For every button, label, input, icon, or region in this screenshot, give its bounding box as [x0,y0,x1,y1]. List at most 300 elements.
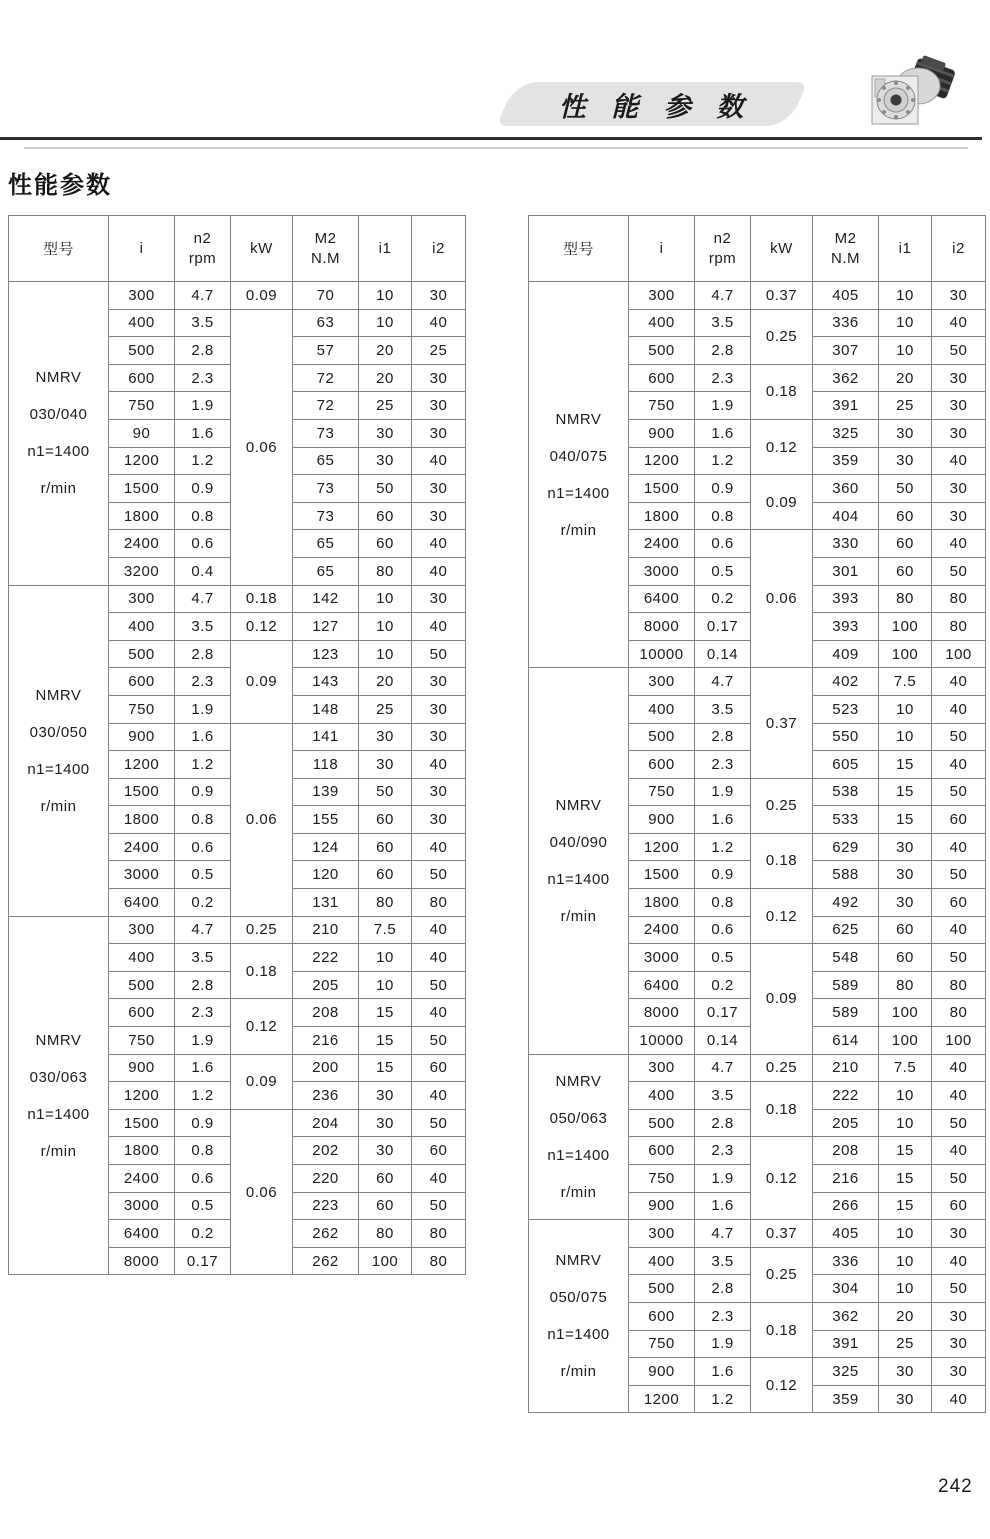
cell-m2: 216 [813,1165,879,1193]
cell-i1: 60 [879,557,932,585]
column-header-i2: i2 [932,216,986,282]
cell-n2: 2.3 [695,364,751,392]
cell-kw: 0.18 [751,1302,813,1357]
cell-i2: 80 [412,889,466,917]
column-header-i1: i1 [879,216,932,282]
cell-m2: 210 [293,916,359,944]
model-cell: NMRV 040/075 n1=1400 r/min [529,282,629,668]
cell-i2: 40 [932,1054,986,1082]
cell-m2: 405 [813,282,879,310]
cell-m2: 222 [293,944,359,972]
gearbox-product-image [862,52,962,144]
cell-i2: 30 [412,282,466,310]
cell-i: 400 [109,613,175,641]
cell-n2: 2.8 [175,337,231,365]
cell-m2: 208 [293,999,359,1027]
cell-m2: 63 [293,309,359,337]
cell-i: 750 [109,1027,175,1055]
cell-i: 500 [629,723,695,751]
table-row [529,668,986,696]
cell-i1: 30 [359,751,412,779]
table-row [529,1220,986,1248]
cell-i1: 10 [879,309,932,337]
cell-kw: 0.25 [751,778,813,833]
cell-kw: 0.06 [231,723,293,916]
cell-i2: 30 [932,502,986,530]
cell-kw: 0.25 [751,1054,813,1082]
cell-n2: 4.7 [695,668,751,696]
cell-kw: 0.06 [231,309,293,585]
cell-i1: 60 [879,530,932,558]
cell-m2: 538 [813,778,879,806]
cell-i: 8000 [629,613,695,641]
cell-n2: 0.5 [695,557,751,585]
cell-m2: 202 [293,1137,359,1165]
cell-m2: 155 [293,806,359,834]
cell-i: 1200 [109,751,175,779]
cell-n2: 0.9 [175,778,231,806]
cell-i: 900 [629,419,695,447]
cell-m2: 550 [813,723,879,751]
column-header-m2: M2 N.M [813,216,879,282]
cell-i1: 15 [879,778,932,806]
table-row [9,916,466,944]
cell-i: 900 [109,723,175,751]
cell-m2: 72 [293,392,359,420]
cell-i2: 30 [412,392,466,420]
cell-i1: 10 [359,585,412,613]
cell-n2: 2.3 [695,1137,751,1165]
cell-i: 1200 [109,1082,175,1110]
cell-i1: 10 [879,723,932,751]
cell-i2: 40 [932,1082,986,1110]
cell-m2: 205 [293,971,359,999]
cell-m2: 120 [293,861,359,889]
cell-i2: 50 [932,861,986,889]
cell-n2: 3.5 [175,309,231,337]
cell-n2: 1.2 [175,447,231,475]
cell-kw: 0.09 [751,944,813,1054]
cell-i1: 60 [359,833,412,861]
cell-i2: 30 [412,806,466,834]
table-row [529,282,986,310]
cell-m2: 223 [293,1192,359,1220]
cell-n2: 0.6 [175,1165,231,1193]
cell-i1: 25 [359,695,412,723]
cell-n2: 2.3 [175,364,231,392]
cell-i: 600 [629,364,695,392]
cell-i1: 10 [359,640,412,668]
cell-n2: 0.6 [175,530,231,558]
cell-kw: 0.09 [751,475,813,530]
cell-n2: 3.5 [175,944,231,972]
cell-i2: 40 [412,613,466,641]
cell-i: 6400 [109,889,175,917]
cell-kw: 0.12 [751,1137,813,1220]
cell-m2: 266 [813,1192,879,1220]
performance-table-right-container [528,215,986,1413]
cell-i1: 30 [879,419,932,447]
cell-kw: 0.12 [231,613,293,641]
cell-m2: 588 [813,861,879,889]
cell-i1: 15 [879,806,932,834]
model-cell: NMRV 050/075 n1=1400 r/min [529,1220,629,1413]
cell-m2: 205 [813,1109,879,1137]
cell-i1: 15 [879,1165,932,1193]
cell-n2: 0.17 [695,613,751,641]
cell-n2: 1.9 [695,778,751,806]
cell-i2: 30 [932,1330,986,1358]
cell-i: 1800 [109,806,175,834]
cell-m2: 589 [813,999,879,1027]
cell-n2: 0.9 [175,475,231,503]
cell-i2: 30 [412,475,466,503]
cell-n2: 4.7 [175,916,231,944]
model-cell: NMRV 040/090 n1=1400 r/min [529,668,629,1054]
cell-i1: 25 [879,1330,932,1358]
cell-m2: 625 [813,916,879,944]
cell-i: 500 [109,337,175,365]
cell-m2: 330 [813,530,879,558]
cell-n2: 2.8 [175,971,231,999]
cell-i1: 15 [359,1027,412,1055]
cell-i2: 50 [412,861,466,889]
cell-i2: 40 [932,1137,986,1165]
cell-i1: 15 [879,1137,932,1165]
header-row [529,216,986,282]
column-header-i2: i2 [412,216,466,282]
cell-n2: 0.8 [175,502,231,530]
cell-i1: 30 [359,1137,412,1165]
cell-i2: 80 [932,585,986,613]
cell-i: 500 [629,1109,695,1137]
cell-m2: 65 [293,557,359,585]
cell-m2: 142 [293,585,359,613]
cell-i: 600 [109,364,175,392]
cell-i: 1800 [109,1137,175,1165]
cell-m2: 127 [293,613,359,641]
cell-n2: 4.7 [695,1054,751,1082]
cell-n2: 0.14 [695,1027,751,1055]
cell-i1: 10 [879,337,932,365]
cell-m2: 210 [813,1054,879,1082]
cell-i: 750 [109,392,175,420]
cell-i1: 80 [359,1220,412,1248]
cell-i: 600 [629,751,695,779]
cell-n2: 0.2 [695,971,751,999]
cell-n2: 2.3 [695,751,751,779]
cell-m2: 148 [293,695,359,723]
cell-i2: 40 [412,916,466,944]
cell-n2: 1.2 [175,751,231,779]
cell-i2: 40 [932,916,986,944]
cell-i2: 50 [932,1275,986,1303]
cell-i1: 100 [879,640,932,668]
cell-m2: 402 [813,668,879,696]
cell-i: 1800 [629,889,695,917]
cell-i: 10000 [629,640,695,668]
banner-title: 性 能 参 数 [559,91,753,122]
cell-i2: 40 [932,668,986,696]
cell-i1: 20 [879,364,932,392]
cell-i2: 50 [412,971,466,999]
cell-m2: 222 [813,1082,879,1110]
cell-i1: 80 [359,889,412,917]
cell-i: 300 [629,1054,695,1082]
cell-i2: 30 [932,1220,986,1248]
cell-i2: 80 [932,613,986,641]
cell-i2: 40 [412,1082,466,1110]
cell-n2: 4.7 [175,585,231,613]
cell-kw: 0.12 [751,419,813,474]
cell-n2: 1.2 [695,1385,751,1413]
cell-m2: 605 [813,751,879,779]
cell-i1: 60 [359,1165,412,1193]
cell-i2: 40 [412,1165,466,1193]
cell-n2: 0.6 [175,833,231,861]
cell-n2: 1.9 [695,1330,751,1358]
cell-n2: 3.5 [695,1082,751,1110]
cell-m2: 304 [813,1275,879,1303]
cell-m2: 405 [813,1220,879,1248]
cell-kw: 0.06 [231,1109,293,1275]
cell-n2: 2.8 [695,723,751,751]
cell-n2: 2.8 [695,1275,751,1303]
cell-m2: 236 [293,1082,359,1110]
cell-m2: 393 [813,613,879,641]
cell-n2: 1.2 [175,1082,231,1110]
cell-m2: 589 [813,971,879,999]
cell-i2: 40 [932,1247,986,1275]
cell-i1: 60 [879,502,932,530]
cell-m2: 65 [293,530,359,558]
cell-m2: 73 [293,502,359,530]
cell-m2: 492 [813,889,879,917]
model-cell: NMRV 030/040 n1=1400 r/min [9,282,109,586]
cell-i: 400 [629,309,695,337]
cell-i: 6400 [109,1220,175,1248]
cell-kw: 0.37 [751,282,813,310]
cell-n2: 0.5 [695,944,751,972]
cell-n2: 1.6 [695,419,751,447]
column-header-n2: n2 rpm [695,216,751,282]
cell-i1: 60 [359,502,412,530]
cell-i2: 50 [932,1109,986,1137]
cell-i2: 40 [412,447,466,475]
model-cell: NMRV 030/063 n1=1400 r/min [9,916,109,1275]
cell-i: 1500 [109,475,175,503]
cell-i: 10000 [629,1027,695,1055]
cell-i: 400 [629,695,695,723]
cell-i1: 60 [359,530,412,558]
cell-i2: 30 [932,392,986,420]
cell-n2: 0.5 [175,1192,231,1220]
cell-kw: 0.18 [751,833,813,888]
cell-i: 1800 [629,502,695,530]
cell-i2: 80 [412,1220,466,1248]
cell-i: 400 [629,1082,695,1110]
cell-i2: 30 [412,585,466,613]
cell-m2: 409 [813,640,879,668]
cell-i1: 50 [879,475,932,503]
cell-i2: 60 [932,889,986,917]
cell-i: 1200 [629,447,695,475]
cell-n2: 0.2 [175,889,231,917]
cell-i2: 30 [932,1358,986,1386]
cell-m2: 262 [293,1247,359,1275]
cell-m2: 307 [813,337,879,365]
cell-i1: 10 [879,1220,932,1248]
cell-i1: 20 [359,337,412,365]
cell-i1: 60 [359,806,412,834]
table-row [9,282,466,310]
cell-i: 300 [629,282,695,310]
column-header-i1: i1 [359,216,412,282]
cell-i1: 25 [879,392,932,420]
cell-kw: 0.25 [231,916,293,944]
column-header-model: 型号 [9,216,109,282]
cell-n2: 0.4 [175,557,231,585]
cell-i2: 30 [412,502,466,530]
cell-i2: 40 [932,695,986,723]
cell-i1: 7.5 [359,916,412,944]
cell-i2: 40 [412,833,466,861]
cell-i: 1200 [629,1385,695,1413]
cell-i2: 30 [932,419,986,447]
cell-n2: 0.2 [175,1220,231,1248]
cell-n2: 0.6 [695,530,751,558]
cell-i: 2400 [109,530,175,558]
cell-i1: 20 [359,668,412,696]
column-header-i: i [629,216,695,282]
cell-i1: 30 [879,1385,932,1413]
cell-n2: 0.17 [695,999,751,1027]
cell-i: 6400 [629,585,695,613]
cell-i: 300 [629,1220,695,1248]
cell-i2: 40 [932,309,986,337]
cell-i: 1500 [109,1109,175,1137]
cell-n2: 4.7 [695,282,751,310]
cell-i1: 100 [879,1027,932,1055]
cell-n2: 3.5 [695,695,751,723]
cell-i: 600 [109,668,175,696]
cell-i1: 60 [359,861,412,889]
cell-n2: 0.6 [695,916,751,944]
cell-m2: 118 [293,751,359,779]
cell-n2: 0.8 [695,889,751,917]
cell-m2: 629 [813,833,879,861]
cell-i: 300 [629,668,695,696]
page-title: 性能参数 [8,172,112,199]
table-row [529,1054,986,1082]
cell-m2: 325 [813,1358,879,1386]
page-number: 242 [938,1476,973,1497]
cell-m2: 143 [293,668,359,696]
cell-i: 900 [109,1054,175,1082]
cell-i: 300 [109,282,175,310]
cell-i2: 50 [412,1109,466,1137]
cell-i1: 100 [879,999,932,1027]
cell-m2: 359 [813,447,879,475]
cell-i1: 80 [879,971,932,999]
cell-i2: 50 [412,1192,466,1220]
cell-n2: 2.8 [695,1109,751,1137]
column-header-n2: n2 rpm [175,216,231,282]
cell-m2: 614 [813,1027,879,1055]
cell-m2: 200 [293,1054,359,1082]
cell-n2: 3.5 [175,613,231,641]
cell-i2: 30 [412,695,466,723]
cell-i2: 30 [932,1302,986,1330]
cell-n2: 1.9 [175,1027,231,1055]
cell-n2: 0.14 [695,640,751,668]
cell-i1: 15 [879,1192,932,1220]
cell-i2: 40 [412,557,466,585]
cell-m2: 124 [293,833,359,861]
cell-i2: 30 [412,668,466,696]
cell-i: 90 [109,419,175,447]
cell-i2: 80 [932,999,986,1027]
cell-i: 750 [109,695,175,723]
cell-i: 1500 [109,778,175,806]
cell-m2: 404 [813,502,879,530]
cell-n2: 1.2 [695,447,751,475]
cell-m2: 72 [293,364,359,392]
cell-i: 500 [109,640,175,668]
cell-i: 400 [109,309,175,337]
cell-n2: 1.6 [695,1358,751,1386]
column-header-i: i [109,216,175,282]
cell-i: 750 [629,1330,695,1358]
cell-i1: 10 [359,613,412,641]
cell-n2: 3.5 [695,1247,751,1275]
cell-n2: 0.8 [175,1137,231,1165]
cell-i1: 60 [879,944,932,972]
cell-n2: 1.9 [695,392,751,420]
cell-m2: 204 [293,1109,359,1137]
cell-n2: 2.3 [175,999,231,1027]
cell-i2: 25 [412,337,466,365]
cell-i1: 50 [359,475,412,503]
cell-m2: 301 [813,557,879,585]
cell-kw: 0.12 [751,889,813,944]
cell-i: 500 [109,971,175,999]
cell-i: 1200 [109,447,175,475]
cell-i1: 30 [359,723,412,751]
cell-i1: 100 [359,1247,412,1275]
cell-i: 900 [629,1358,695,1386]
cell-i2: 40 [412,999,466,1027]
cell-n2: 2.3 [175,668,231,696]
performance-table-right [528,215,986,1413]
column-header-m2: M2 N.M [293,216,359,282]
cell-kw: 0.09 [231,282,293,310]
cell-i: 750 [629,1165,695,1193]
cell-i1: 60 [879,916,932,944]
cell-m2: 131 [293,889,359,917]
cell-n2: 1.6 [175,1054,231,1082]
cell-i1: 10 [359,944,412,972]
cell-n2: 0.17 [175,1247,231,1275]
cell-i: 500 [629,337,695,365]
cell-i1: 30 [359,1082,412,1110]
cell-i: 750 [629,778,695,806]
cell-i2: 40 [932,833,986,861]
cell-i2: 30 [932,364,986,392]
cell-m2: 548 [813,944,879,972]
cell-n2: 2.8 [695,337,751,365]
cell-i1: 20 [879,1302,932,1330]
